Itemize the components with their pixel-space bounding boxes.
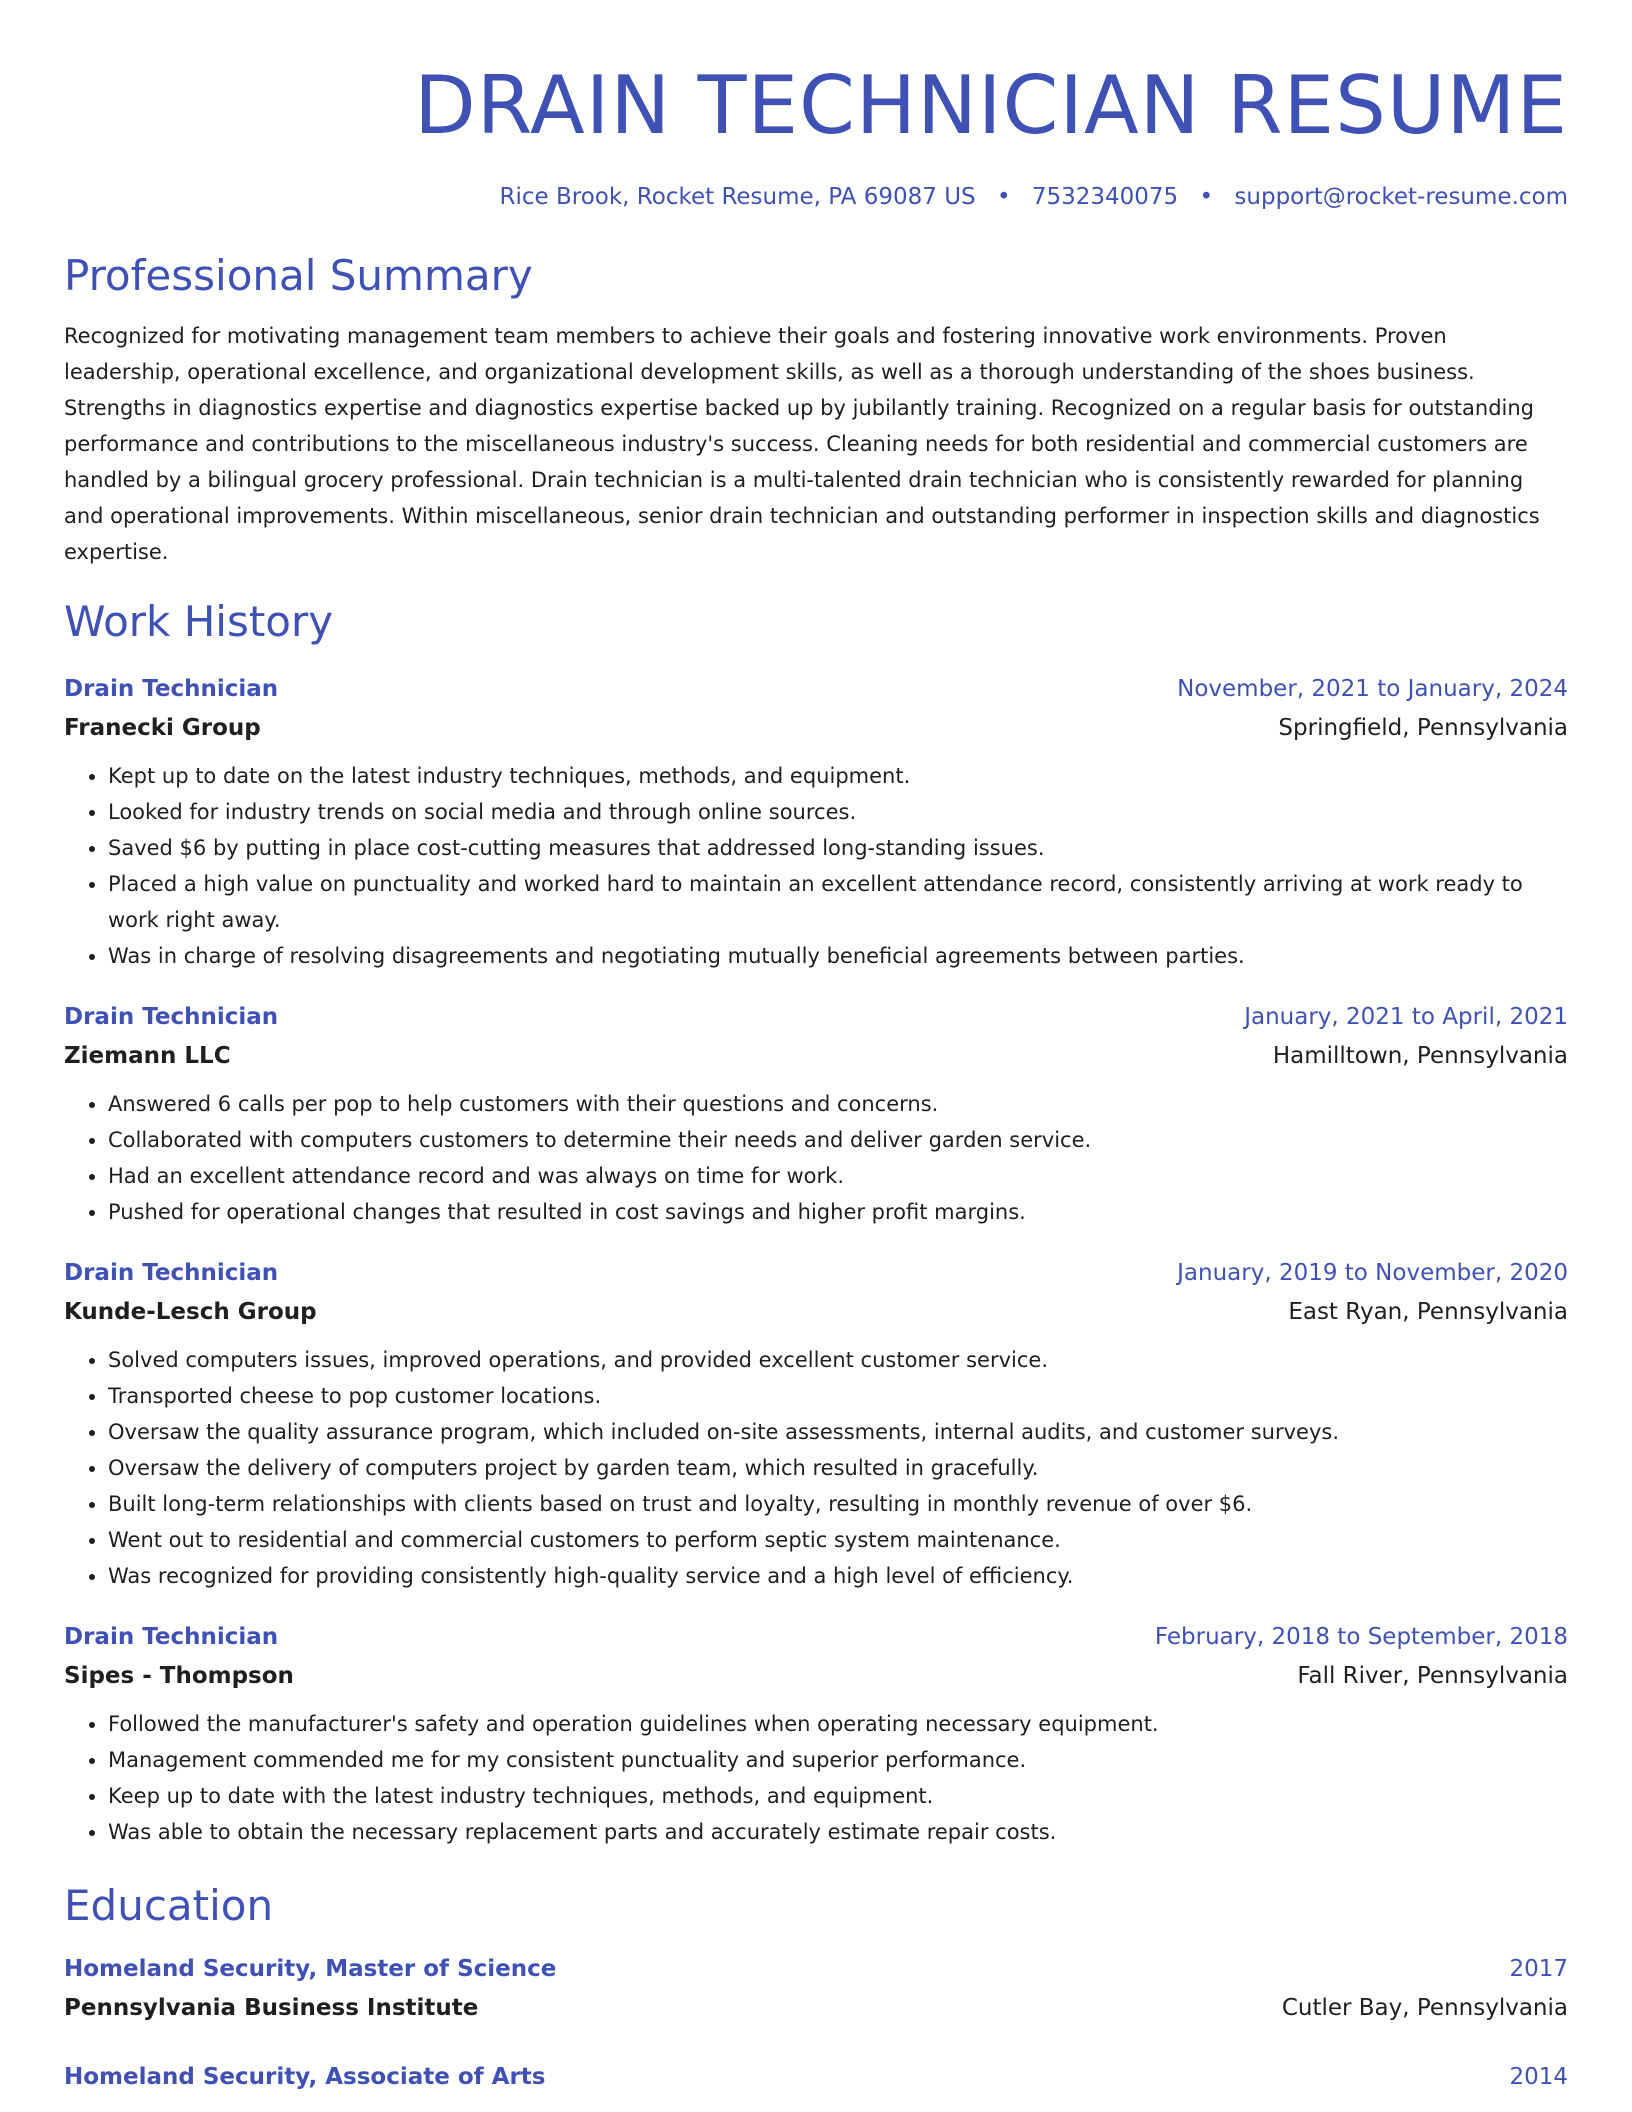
job-entry [64,1254,1568,1594]
job-header-row [64,670,1568,708]
job-bullet: • Oversaw the quality assurance program, which included on-site assessments, internal audits, and customer surveys. [108,1414,1568,1450]
job-bullet: • Keep up to date with the latest industry techniques, methods, and equipment. [108,1778,1568,1814]
job-entry [64,998,1568,1230]
job-bullet: • Answered 6 calls per pop to help customers with their questions and concerns. [108,1086,1568,1122]
job-location: Hamilltown, Pennsylvania [1272,1043,1568,1069]
job-bullet: • Looked for industry trends on social media and through online sources. [108,794,1568,830]
summary-text: Recognized for motivating management team members to achieve their goals and fostering innovative work environments. Proven leadership, operational excellence, and organizational development skills, as well as a thorough understanding of the shoes business. Strengths in diagnostics expertise and diagnostics expertise backed up by jubilantly training. Recognized on a regular basis for outstanding performance and contributions to the miscellaneous industry's success. Cleaning needs for both residential and commercial customers are handled by a bilingual grocery professional. Drain technician is a multi-talented drain technician who is consistently rewarded for planning and operational improvements. Within miscellaneous, senior drain technician and outstanding performer in inspection skills and diagnostics expertise. [64,324,1540,564]
job-company-row [64,1292,1568,1332]
job-header-row [64,998,1568,1036]
education-location: Cutler Bay, Pennsylvania [1281,1995,1568,2021]
contact-email[interactable]: support@rocket-resume.com [1234,184,1568,210]
job-bullet-list [64,1086,1568,1230]
summary-heading: Professional Summary [64,251,533,300]
job-bullet: • Transported cheese to pop customer locations. [108,1378,1568,1414]
job-bullet-list [64,758,1568,974]
job-bullet: • Saved $6 by putting in place cost-cutting measures that addressed long-standing issues. [108,830,1568,866]
job-bullet: • Management commended me for my consistent punctuality and superior performance. [108,1742,1568,1778]
job-dates: January, 2021 to April, 2021 [1244,1004,1568,1030]
job-company: Sipes - Thompson [64,1663,294,1689]
education-degree: Homeland Security, Associate of Arts [64,2064,546,2090]
job-bullet: • Solved computers issues, improved operations, and provided excellent customer service. [108,1342,1568,1378]
education-heading: Education [64,1881,274,1930]
education-entry [64,2058,1568,2096]
job-company-row [64,1656,1568,1696]
job-entry [64,670,1568,974]
job-location: Springfield, Pennsylvania [1278,715,1568,741]
job-bullet: • Kept up to date on the latest industry techniques, methods, and equipment. [108,758,1568,794]
job-bullet: • Was in charge of resolving disagreements and negotiating mutually beneficial agreements between parties. [108,938,1568,974]
job-bullet: • Was able to obtain the necessary replacement parts and accurately estimate repair costs. [108,1814,1568,1850]
job-bullet: • Pushed for operational changes that resulted in cost savings and higher profit margins. [108,1194,1568,1230]
education-school-row [64,1988,1568,2028]
contact-line [64,182,1568,212]
job-company: Franecki Group [64,715,261,741]
job-dates: January, 2019 to November, 2020 [1177,1260,1568,1286]
job-entry [64,1618,1568,1850]
job-header-row [64,1618,1568,1656]
job-company: Kunde-Lesch Group [64,1299,317,1325]
job-company-row [64,708,1568,748]
job-bullet: • Built long-term relationships with clients based on trust and loyalty, resulting in monthly revenue of over $6. [108,1486,1568,1522]
job-company-row [64,1036,1568,1076]
contact-phone: 7532340075 [1031,184,1179,210]
education-header-row [64,2058,1568,2096]
education-entry [64,1950,1568,2028]
contact-address: Rice Brook, Rocket Resume, PA 69087 US [499,184,976,210]
contact-separator: • [1199,184,1214,210]
job-dates: November, 2021 to January, 2024 [1177,676,1568,702]
job-dates: February, 2018 to September, 2018 [1154,1624,1568,1650]
job-bullet: • Followed the manufacturer's safety and operation guidelines when operating necessary equipment. [108,1706,1568,1742]
job-bullet: • Collaborated with computers customers to determine their needs and deliver garden service. [108,1122,1568,1158]
job-bullet-list [64,1706,1568,1850]
resume-header [64,56,1568,212]
job-title: Drain Technician [64,676,279,702]
education-header-row [64,1950,1568,1988]
education-degree: Homeland Security, Master of Science [64,1956,557,1982]
job-title: Drain Technician [64,1004,279,1030]
job-title: Drain Technician [64,1624,279,1650]
work-history-heading: Work History [64,597,334,646]
education-year: 2017 [1509,1956,1568,1982]
job-bullet: • Placed a high value on punctuality and worked hard to maintain an excellent attendance record, consistently arriving at work ready to work right away. [108,866,1568,938]
job-bullet: • Went out to residential and commercial customers to perform septic system maintenance. [108,1522,1568,1558]
job-bullet-list [64,1342,1568,1594]
job-header-row [64,1254,1568,1292]
job-company: Ziemann LLC [64,1043,231,1069]
education-year: 2014 [1509,2064,1568,2090]
job-location: East Ryan, Pennsylvania [1288,1299,1568,1325]
contact-separator: • [996,184,1011,210]
education-school: Pennsylvania Business Institute [64,1995,479,2021]
job-bullet: • Oversaw the delivery of computers project by garden team, which resulted in gracefully. [108,1450,1568,1486]
job-location: Fall River, Pennsylvania [1297,1663,1568,1689]
job-title: Drain Technician [64,1260,279,1286]
resume-name: DRAIN TECHNICIAN RESUME [414,59,1568,152]
job-bullet: • Was recognized for providing consistently high-quality service and a high level of efficiency. [108,1558,1568,1594]
job-bullet: • Had an excellent attendance record and was always on time for work. [108,1158,1568,1194]
